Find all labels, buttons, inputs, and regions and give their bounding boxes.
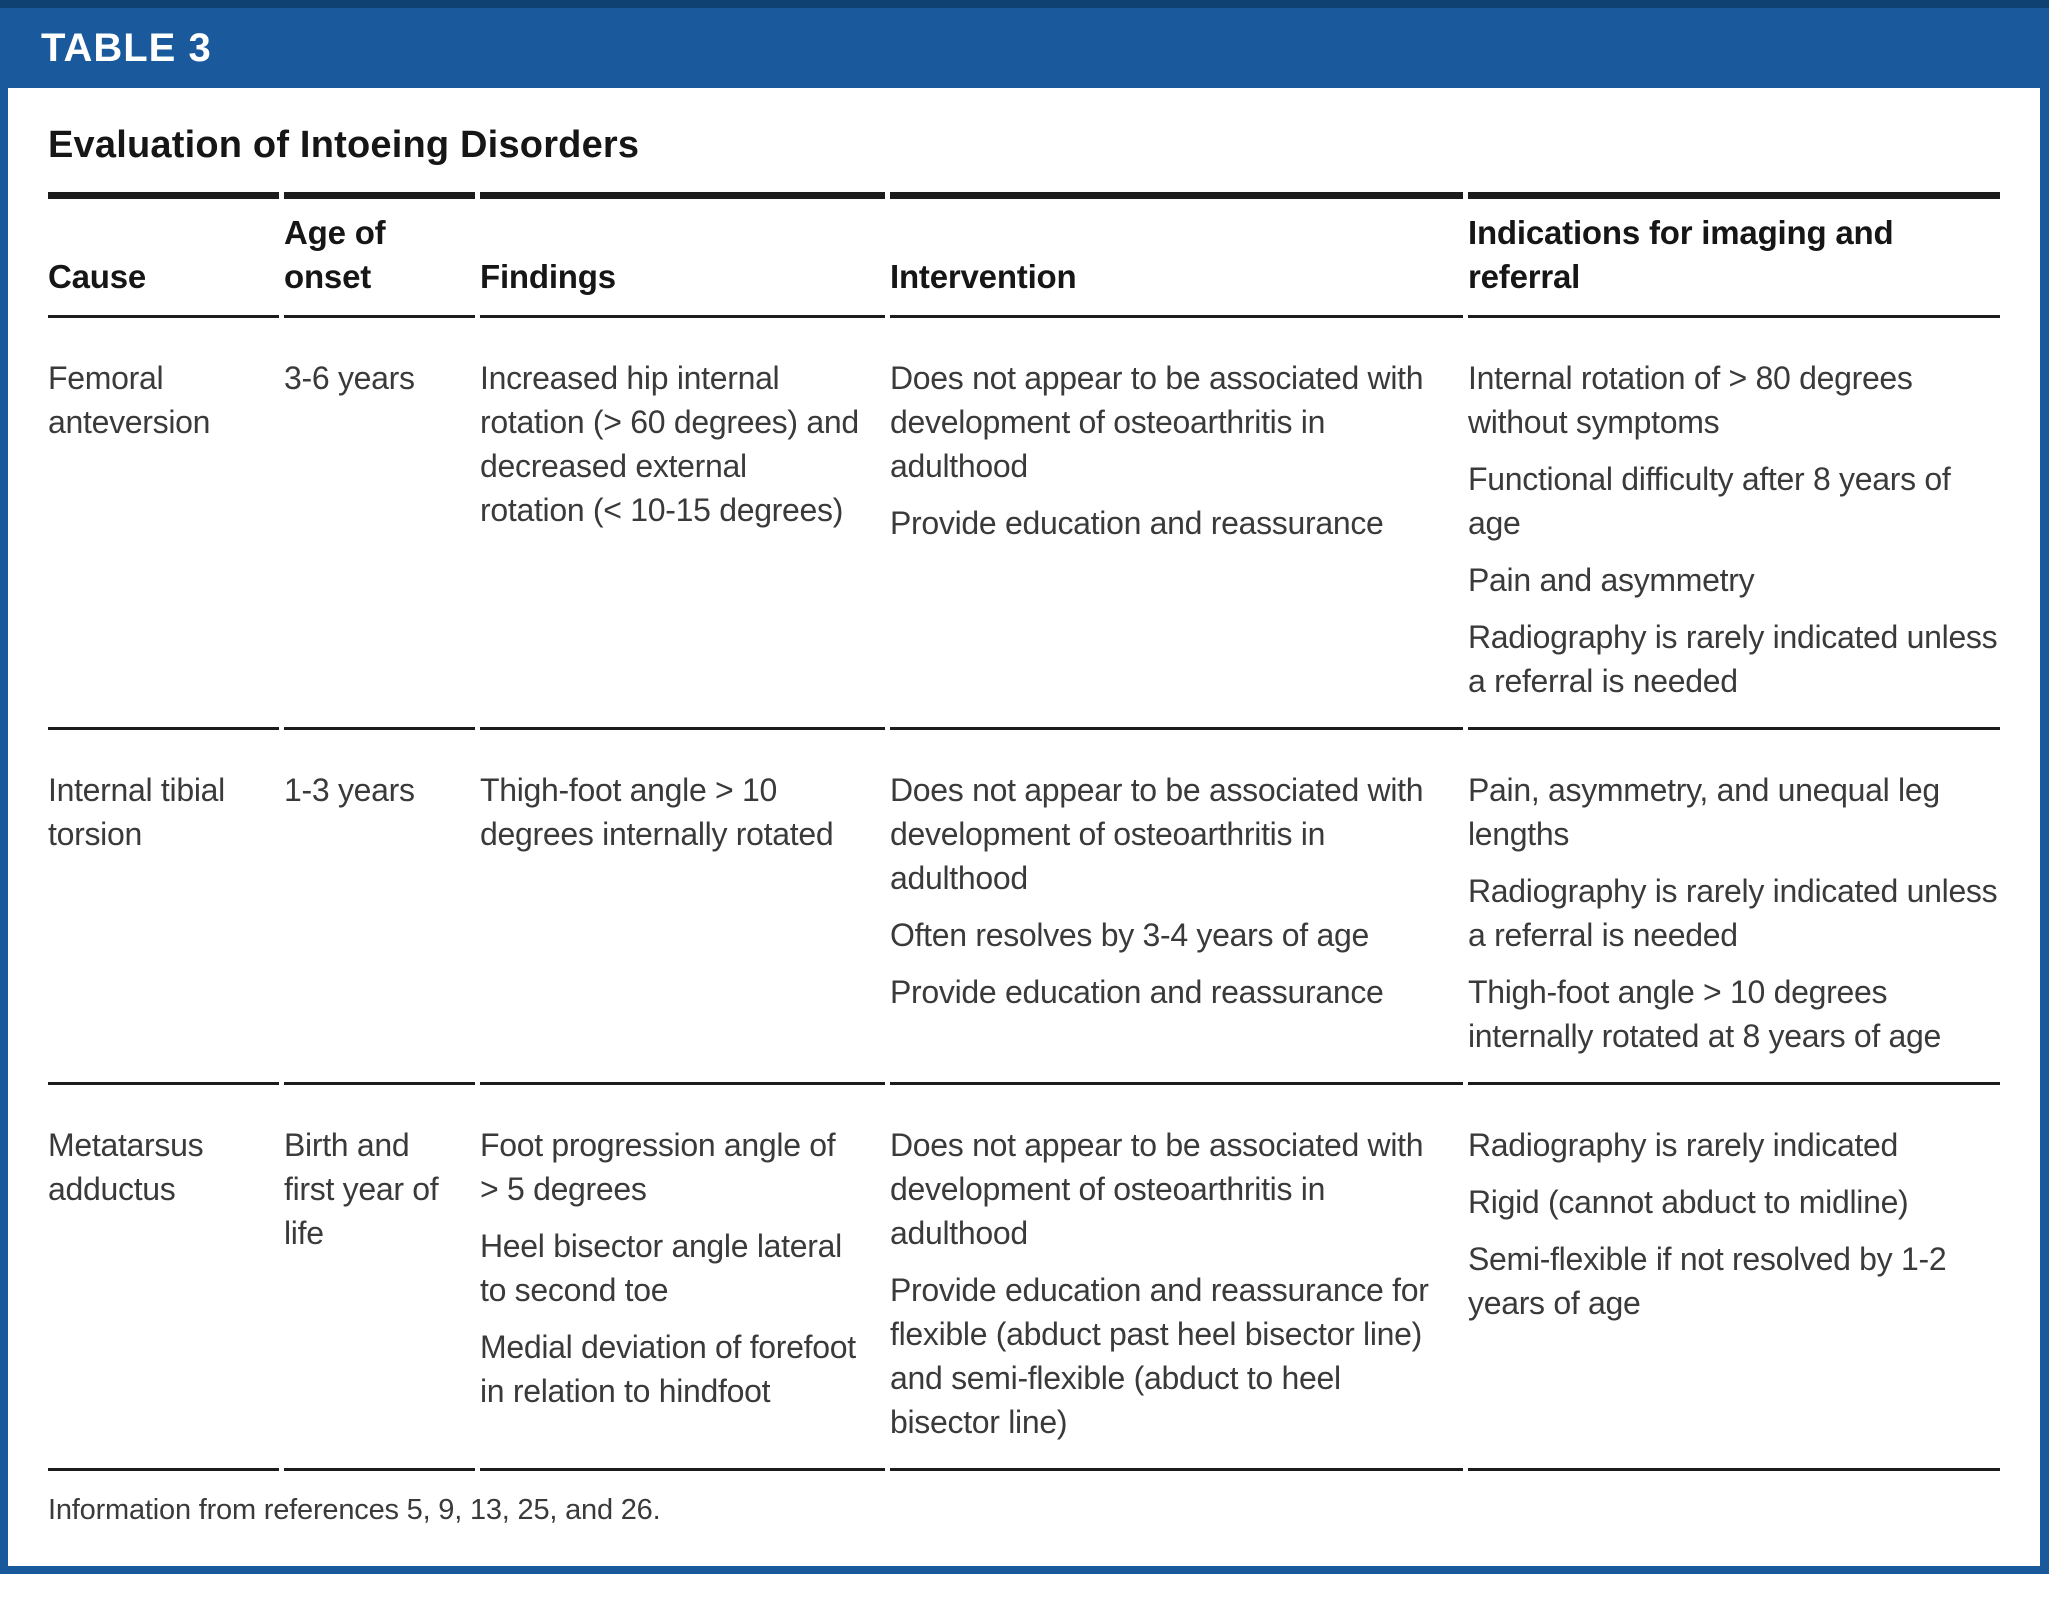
cell-paragraph: Semi-flexible if not resolved by 1-2 years of age bbox=[1468, 1241, 1947, 1321]
frame-bottom-border bbox=[0, 1566, 2049, 1574]
column-header-indications: Indications for imaging and referral bbox=[1468, 192, 2000, 318]
frame-right-border bbox=[2040, 88, 2049, 1574]
cell-findings bbox=[480, 1085, 885, 1471]
column-header-intervention: Intervention bbox=[890, 192, 1463, 318]
table-content bbox=[8, 88, 2040, 1529]
cell-paragraph: Functional difficulty after 8 years of age bbox=[1468, 461, 1951, 541]
cell-findings bbox=[480, 730, 885, 1085]
cell-paragraph: Provide education and reassurance bbox=[890, 974, 1384, 1010]
cell-paragraph: Heel bisector angle lateral to second toe bbox=[480, 1228, 842, 1308]
column-header-findings: Findings bbox=[480, 192, 885, 318]
cell-paragraph: Often resolves by 3-4 years of age bbox=[890, 917, 1369, 953]
cell-age-of-onset: Birth and first year of life bbox=[284, 1085, 475, 1471]
page-title: Evaluation of Intoeing Disorders bbox=[48, 124, 640, 166]
cell-cause: Femoral anteversion bbox=[48, 318, 279, 730]
cell-paragraph: Medial deviation of forefoot in relation to hindfoot bbox=[480, 1329, 856, 1409]
cell-intervention bbox=[890, 730, 1463, 1085]
frame-left-border bbox=[0, 88, 8, 1574]
table-number-label: TABLE 3 bbox=[41, 25, 212, 70]
column-header-cause: Cause bbox=[48, 192, 279, 318]
cell-paragraph: Increased hip internal rotation (> 60 degrees) and decreased external rotation (< 10-15 degrees) bbox=[480, 360, 859, 528]
column-header-age-of-onset: Age of onset bbox=[284, 192, 475, 318]
cell-paragraph: Rigid (cannot abduct to midline) bbox=[1468, 1184, 1909, 1220]
cell-indications bbox=[1468, 1085, 2000, 1471]
table-row bbox=[48, 730, 2000, 1085]
cell-paragraph: Provide education and reassurance for flexible (abduct past heel bisector line) and semi-flexible (abduct to heel bisector line) bbox=[890, 1272, 1429, 1440]
cell-paragraph: Pain and asymmetry bbox=[1468, 562, 1755, 598]
cell-paragraph: Radiography is rarely indicated unless a referral is needed bbox=[1468, 619, 1998, 699]
cell-paragraph: Radiography is rarely indicated bbox=[1468, 1127, 1899, 1163]
cell-intervention bbox=[890, 1085, 1463, 1471]
cell-paragraph: Does not appear to be associated with development of osteoarthritis in adulthood bbox=[890, 360, 1424, 484]
cell-paragraph: Provide education and reassurance bbox=[890, 505, 1384, 541]
cell-findings bbox=[480, 318, 885, 730]
cell-paragraph: Pain, asymmetry, and unequal leg lengths bbox=[1468, 772, 1940, 852]
cell-paragraph: Does not appear to be associated with development of osteoarthritis in adulthood bbox=[890, 772, 1424, 896]
cell-intervention bbox=[890, 318, 1463, 730]
cell-age-of-onset: 3-6 years bbox=[284, 318, 475, 730]
footer-note: Information from references 5, 9, 13, 25, and 26. bbox=[48, 1494, 661, 1526]
cell-paragraph: Does not appear to be associated with development of osteoarthritis in adulthood bbox=[890, 1127, 1424, 1251]
table-row bbox=[48, 318, 2000, 730]
cell-indications bbox=[1468, 730, 2000, 1085]
cell-indications bbox=[1468, 318, 2000, 730]
cell-paragraph: Internal rotation of > 80 degrees without symptoms bbox=[1468, 360, 1913, 440]
cell-paragraph: Radiography is rarely indicated unless a referral is needed bbox=[1468, 873, 1998, 953]
cell-paragraph: Foot progression angle of > 5 degrees bbox=[480, 1127, 836, 1207]
table-body bbox=[48, 318, 2000, 1471]
cell-age-of-onset: 1-3 years bbox=[284, 730, 475, 1085]
intoeing-disorders-table bbox=[43, 192, 2005, 1471]
cell-paragraph: Thigh-foot angle > 10 degrees internally rotated bbox=[480, 772, 834, 852]
table-header-row bbox=[48, 192, 2000, 318]
cell-paragraph: Thigh-foot angle > 10 degrees internally rotated at 8 years of age bbox=[1468, 974, 1942, 1054]
cell-cause: Metatarsus adductus bbox=[48, 1085, 279, 1471]
table-banner bbox=[0, 0, 2049, 88]
cell-cause: Internal tibial torsion bbox=[48, 730, 279, 1085]
table-row bbox=[48, 1085, 2000, 1471]
